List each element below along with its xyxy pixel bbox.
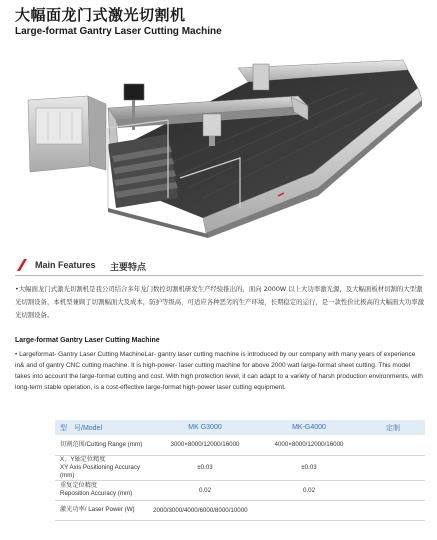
table-row	[55, 480, 425, 500]
header-mk-g4000: MK-G4000	[257, 420, 361, 435]
main-features-label-en: Main Features	[35, 260, 96, 270]
page-title-cn: 大幅面龙门式激光切割机	[15, 6, 186, 24]
cell-value	[361, 435, 425, 455]
row-label-cn: 重复定位精度	[60, 482, 98, 489]
cell-value: ±0.03	[153, 455, 257, 480]
header-custom: 定制	[361, 420, 425, 435]
section-subtitle-en: Large-format Gantry Laser Cutting Machine	[15, 337, 160, 344]
main-features-header	[15, 258, 423, 276]
cell-value	[361, 455, 425, 480]
machine-illustration	[8, 48, 428, 238]
header-mk-g3000: MK G3000	[153, 420, 257, 435]
spec-table-header-row	[55, 420, 425, 435]
row-label: 切割范围/Cutting Range (mm)	[55, 435, 153, 455]
table-row	[55, 500, 425, 520]
cell-value: ±0.03	[257, 455, 361, 480]
header-model: 型 号/Model	[55, 420, 153, 435]
main-features-label-cn: 主要特点	[110, 263, 147, 273]
cell-value: 0.02	[153, 480, 257, 500]
red-slash-icon	[15, 258, 29, 272]
cell-value: 4000×8000/12000/16000	[257, 435, 361, 455]
row-label	[55, 455, 153, 480]
cell-value: 0.02	[257, 480, 361, 500]
description-en: • Largeformat- Gantry Laser Cutting MachineLar- gantry laser cutting machine is introduced by our company with many years of experience in& and of gantry CNC cutting machine. It is high-power- laser cutting machine for above 2000 watt large-format sheet cutting. This model takes into account the large-format cutting and cost. With high protection level, it can adapt to a variety of harsh production environments, with long-term stable operation, is a cost-effective large-format high-power laser cutting equipment.	[15, 351, 423, 391]
row-label-en: Reposition Accuracy (mm)	[60, 490, 133, 497]
description-cn: •大幅面龙门式激光切割机是我公司结合多年龙门数控切割机研发生产经验推出的，面向 2000W 以上大功率激光源，及大幅面板材切割的大型激光切割设备，本机型兼顾了切割幅面大及成本，防护等级高，可适应各种恶劣的生产环境，长期稳定的运行，是一款性价比极高的大幅面大功率激光切割设备。	[15, 285, 424, 319]
cell-value: 2000/3000/4000/6000/8000/10000	[153, 500, 425, 520]
row-label: 激光功率/ Laser Power (W)	[55, 500, 153, 520]
row-label	[55, 480, 153, 500]
row-label-en: XY Axis Positioning Accuracy (mm)	[60, 463, 141, 479]
cell-value: 3000×8000/12000/16000	[153, 435, 257, 455]
divider	[15, 275, 423, 276]
row-label-cn: X、Y轴定位精度	[60, 455, 106, 463]
table-row	[55, 455, 425, 480]
cell-value	[361, 480, 425, 500]
page-title-en: Large-format Gantry Laser Cutting Machine	[15, 26, 222, 37]
spec-table	[55, 420, 425, 521]
table-row	[55, 435, 425, 455]
